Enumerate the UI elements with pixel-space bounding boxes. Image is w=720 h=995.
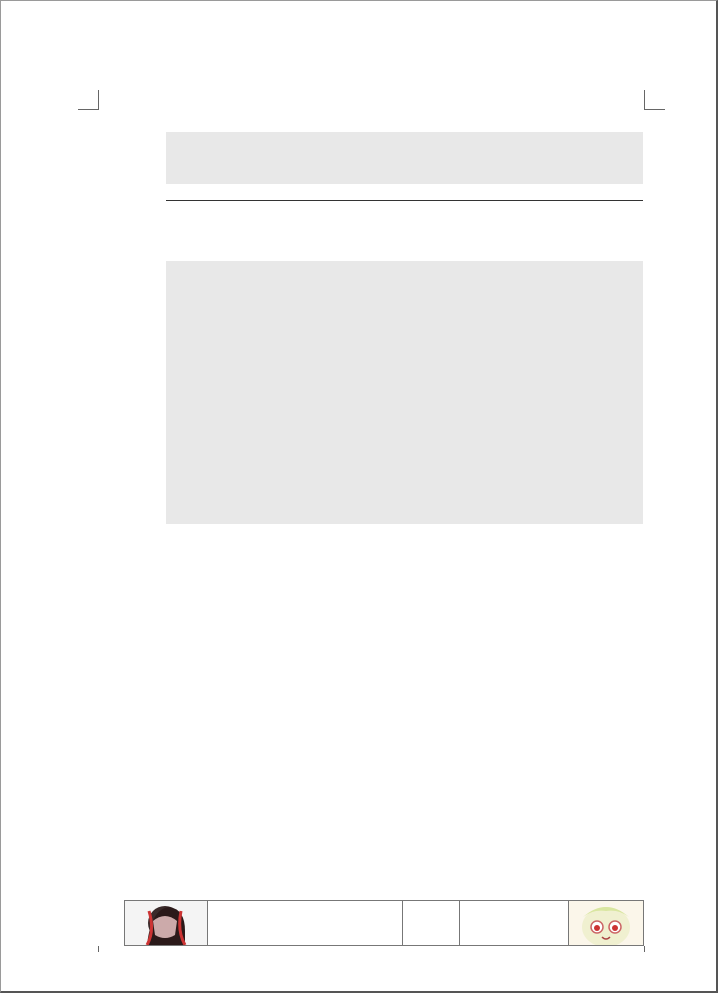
footer-email[interactable]	[460, 901, 569, 945]
footer-mascot-image	[569, 901, 643, 945]
section-heading	[166, 198, 643, 201]
code-block-share-ls	[166, 261, 643, 524]
crop-mark-top-right	[644, 90, 645, 110]
crop-mark-top-right-h	[644, 109, 665, 110]
footer-links	[208, 901, 403, 945]
page-footer	[124, 900, 644, 946]
crop-mark-bottom-right	[644, 946, 645, 952]
crop-mark-top-left	[98, 90, 99, 110]
footer-avatar-image	[125, 901, 208, 945]
code-block-sql-bench	[166, 132, 643, 184]
crop-mark-bottom-left	[98, 946, 99, 952]
crop-mark-top-left-h	[78, 109, 99, 110]
page-number	[403, 901, 460, 945]
